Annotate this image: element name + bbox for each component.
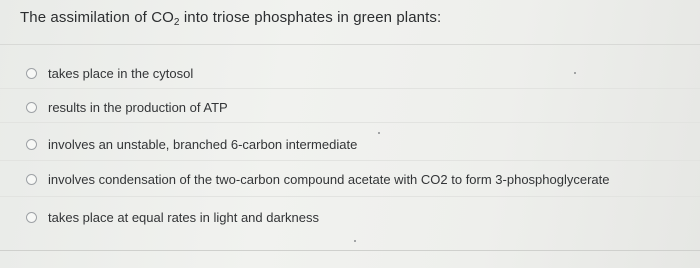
answer-option-4[interactable] — [26, 168, 610, 190]
answer-option-label: takes place in the cytosol — [48, 65, 194, 81]
radio-button-icon[interactable] — [26, 174, 37, 185]
answer-option-5[interactable] — [26, 206, 319, 228]
answer-option-label: takes place at equal rates in light and darkness — [48, 209, 320, 225]
screen-speck — [354, 240, 356, 242]
answer-option-label: results in the production of ATP — [48, 99, 228, 115]
screen-speck — [574, 72, 576, 74]
question-divider — [0, 44, 700, 45]
answer-option-3[interactable] — [26, 133, 357, 155]
question-text — [20, 9, 441, 28]
panel-bottom-border — [0, 250, 700, 251]
screen-speck — [378, 132, 380, 134]
question-subscript: 2 — [173, 17, 180, 28]
radio-button-icon[interactable] — [26, 102, 37, 113]
answer-option-label: involves condensation of the two-carbon compound acetate with CO2 to form 3-phosphoglycerate — [48, 171, 610, 187]
option-divider — [0, 196, 700, 197]
radio-button-icon[interactable] — [26, 68, 37, 79]
question-suffix: into triose phosphates in green plants: — [179, 9, 442, 26]
radio-button-icon[interactable] — [26, 212, 37, 223]
option-divider — [0, 122, 700, 123]
question-prefix: The assimilation of CO — [20, 9, 174, 26]
option-divider — [0, 88, 700, 89]
answer-option-1[interactable] — [26, 62, 193, 84]
radio-button-icon[interactable] — [26, 139, 37, 150]
option-divider — [0, 160, 700, 161]
answer-option-label: involves an unstable, branched 6-carbon intermediate — [48, 136, 358, 152]
answer-option-2[interactable] — [26, 96, 228, 118]
